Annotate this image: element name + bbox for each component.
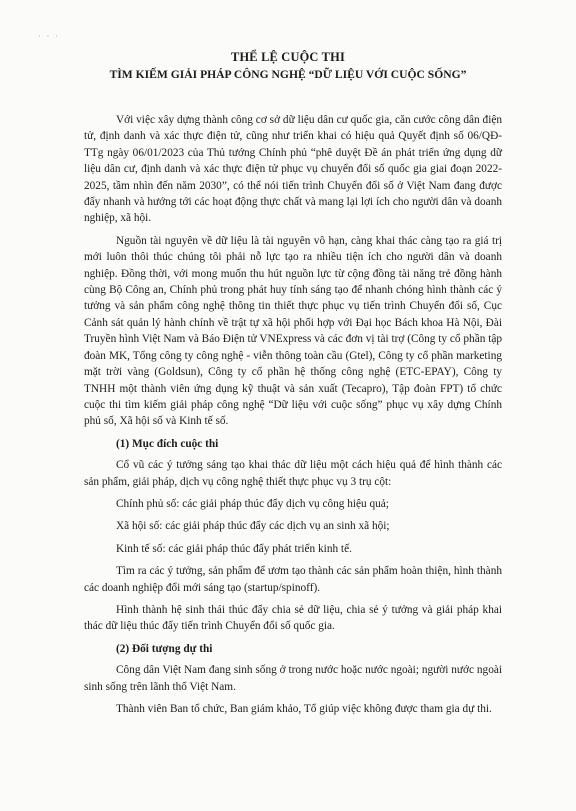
eligibility-paragraph-1: Công dân Việt Nam đang sinh sống ở trong nước hoặc nước ngoài; người nước ngoài sinh sống trên lãnh thổ Việt Nam. [84, 664, 502, 693]
purpose-paragraph-3: Hình thành hệ sinh thái thúc đẩy chia sẻ dữ liệu, chia sẻ ý tưởng và giải pháp khai thác dữ liệu thúc đẩy tiến trình Chuyển đổi số quốc gia. [84, 603, 502, 633]
intro-paragraph-2: Nguồn tài nguyên về dữ liệu là tài nguyên vô hạn, càng khai thác càng tạo ra giá trị mới luôn thôi thúc chúng tôi phải nỗ lực tạo ra nhiều tiện ích cho người dân và doanh nghiệp. Đồng thời, với mong muốn thu hút nguồn lực từ cộng đồng tài năng trẻ đồng hành cùng Bộ Công an, Chính phủ trong phát huy tính sáng tạo để nhanh chóng hình thành các ý tưởng và sản phẩm công nghệ thông tin thiết thực phục vụ tiến trình Chuyển đổi số, Cục Cảnh sát quản lý hành chính về trật tự xã hội phối hợp với Đại học Bách khoa Hà Nội, Đài Truyền hình Việt Nam và Báo Điện tử VNExpress và các đơn vị tài trợ (Công ty cổ phần tập đoàn MK, Tổng công ty công nghệ - viễn thông toàn cầu (Gtel), Công ty cổ phần marketing mặt trời vàng (Goldsun), Công ty cổ phần hệ thống công nghệ (ETC-EPAY), Công ty TNHH một thành viên ứng dụng kỹ thuật và sản xuất (Tecapro), Tập đoàn FPT) tổ chức cuộc thi tìm kiếm giải pháp công nghệ “Dữ liệu với cuộc sống” phục vụ xây dựng Chính phủ số, Xã hội số và Kinh tế số. [84, 234, 502, 428]
pillar-digital-economy: Kinh tế số: các giải pháp thúc đẩy phát triển kinh tế. [116, 542, 352, 555]
pillar-digital-government: Chính phủ số: các giải pháp thúc đẩy dịch vụ công hiệu quả; [116, 497, 389, 510]
corner-mark: · · · [38, 32, 60, 41]
purpose-paragraph-1: Cổ vũ các ý tưởng sáng tạo khai thác dữ liệu một cách hiệu quả để hình thành các sản phẩm, giải pháp, dịch vụ công nghệ thiết thực phục vụ 3 trụ cột: [84, 459, 502, 488]
section-heading-purpose: (1) Mục đích cuộc thi [116, 437, 219, 450]
pillar-digital-society: Xã hội số: các giải pháp thúc đẩy các dịch vụ an sinh xã hội; [116, 520, 390, 533]
eligibility-paragraph-2: Thành viên Ban tổ chức, Ban giám khảo, Tổ giúp việc không được tham gia dự thi. [116, 703, 492, 715]
section-heading-eligibility: (2) Đối tượng dự thi [116, 642, 213, 655]
document-subtitle: TÌM KIẾM GIẢI PHÁP CÔNG NGHỆ “DỮ LIỆU VỚI CUỘC SỐNG” [109, 68, 467, 81]
document-body [84, 112, 502, 723]
intro-paragraph-1: Với việc xây dựng thành công cơ sở dữ liệu dân cư quốc gia, căn cước công dân điện tử, định danh và xác thực điện tử, cũng như triển khai có hiệu quả Quyết định số 06/QĐ-TTg ngày 06/01/2023 của Thủ tướng Chính phủ “phê duyệt Đề án phát triển ứng dụng dữ liệu dân cư, định danh và xác thực điện tử phục vụ chuyển đổi số quốc gia giai đoạn 2022-2025, tầm nhìn đến năm 2030”, có thể nói tiến trình Chuyển đổi số ở Việt Nam đang được đẩy nhanh và hướng tới các hoạt động thực chất và mang lại lợi ích cho người dân và doanh nghiệp, xã hội. [84, 114, 502, 225]
document-title: THỂ LỆ CUỘC THI [231, 50, 345, 64]
purpose-paragraph-2: Tìm ra các ý tưởng, sản phẩm để ươm tạo thành các sản phẩm hoàn thiện, hình thành các doanh nghiệp đổi mới sáng tạo (startup/spinoff). [84, 565, 502, 594]
